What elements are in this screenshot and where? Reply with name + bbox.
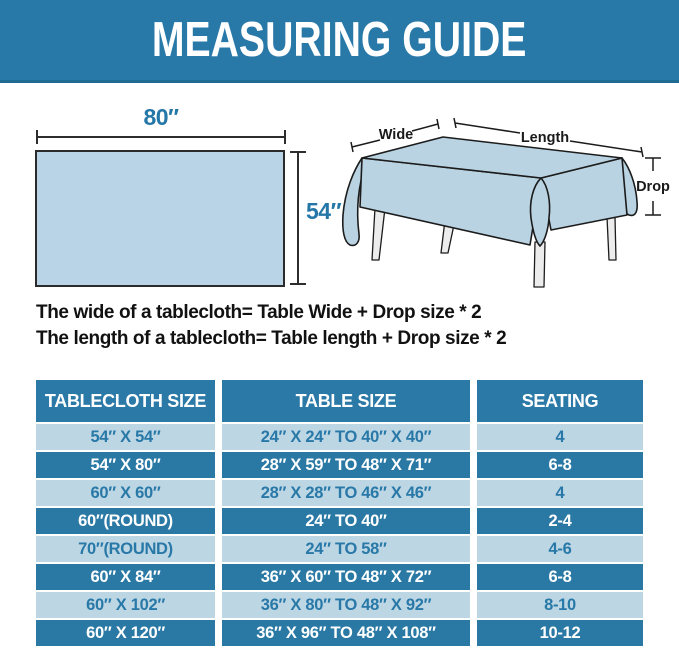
measure-tick-icon <box>36 130 38 144</box>
size-table-cell: 10-12 <box>477 620 643 646</box>
measure-tick-icon <box>284 130 286 144</box>
size-table-cell: 4 <box>477 480 643 506</box>
column-header-seating: SEATING <box>477 380 643 422</box>
tablecloth-on-table-illustration <box>330 90 679 300</box>
size-table <box>36 380 643 646</box>
header-banner <box>0 0 679 83</box>
size-table-cell: 60″ X 60″ <box>36 480 215 506</box>
size-table-cell: 24″ X 24″ TO 40″ X 40″ <box>222 424 470 450</box>
length-formula-text: The length of a tablecloth= Table length + Drop size * 2 <box>36 328 507 349</box>
measure-tick-icon <box>290 151 306 153</box>
size-table-cell: 4 <box>477 424 643 450</box>
table-leg <box>534 242 545 287</box>
size-table-cell: 6-8 <box>477 564 643 590</box>
size-table-cell: 28″ X 59″ TO 48″ X 71″ <box>222 452 470 478</box>
size-table-cell: 24″ TO 58″ <box>222 536 470 562</box>
size-table-cell: 70″(ROUND) <box>36 536 215 562</box>
table-leg <box>607 217 616 260</box>
tablecloth-drape <box>343 137 637 246</box>
size-table-cell: 54″ X 80″ <box>36 452 215 478</box>
page-title: MEASURING GUIDE <box>152 13 527 67</box>
size-table-cell: 36″ X 96″ TO 48″ X 108″ <box>222 620 470 646</box>
height-measure-line <box>297 151 299 285</box>
size-table-cell: 60″(ROUND) <box>36 508 215 534</box>
length-label: Length <box>520 130 570 146</box>
column-header-tablecloth-size: TABLECLOTH SIZE <box>36 380 215 422</box>
wide-label: Wide <box>378 127 414 143</box>
height-dimension-label: 54″ <box>306 198 342 224</box>
size-table-cell: 24″ TO 40″ <box>222 508 470 534</box>
width-dimension-label: 80″ <box>143 104 179 130</box>
size-table-cell: 2-4 <box>477 508 643 534</box>
size-table-cell: 6-8 <box>477 452 643 478</box>
size-table-cell: 60″ X 102″ <box>36 592 215 618</box>
width-formula-text: The wide of a tablecloth= Table Wide + Drop size * 2 <box>36 302 482 323</box>
table-leg <box>372 208 385 260</box>
size-table-cell: 54″ X 54″ <box>36 424 215 450</box>
drop-label: Drop <box>636 179 670 195</box>
size-table-cell: 28″ X 28″ TO 46″ X 46″ <box>222 480 470 506</box>
tablecloth-rectangle <box>35 150 285 287</box>
measure-tick-icon <box>290 283 306 285</box>
size-table-cell: 60″ X 84″ <box>36 564 215 590</box>
width-measure-line <box>36 136 286 138</box>
size-table-cell: 8-10 <box>477 592 643 618</box>
size-table-cell: 60″ X 120″ <box>36 620 215 646</box>
size-table-cell: 4-6 <box>477 536 643 562</box>
size-table-cell: 36″ X 60″ TO 48″ X 72″ <box>222 564 470 590</box>
column-header-table-size: TABLE SIZE <box>222 380 470 422</box>
size-table-cell: 36″ X 80″ TO 48″ X 92″ <box>222 592 470 618</box>
